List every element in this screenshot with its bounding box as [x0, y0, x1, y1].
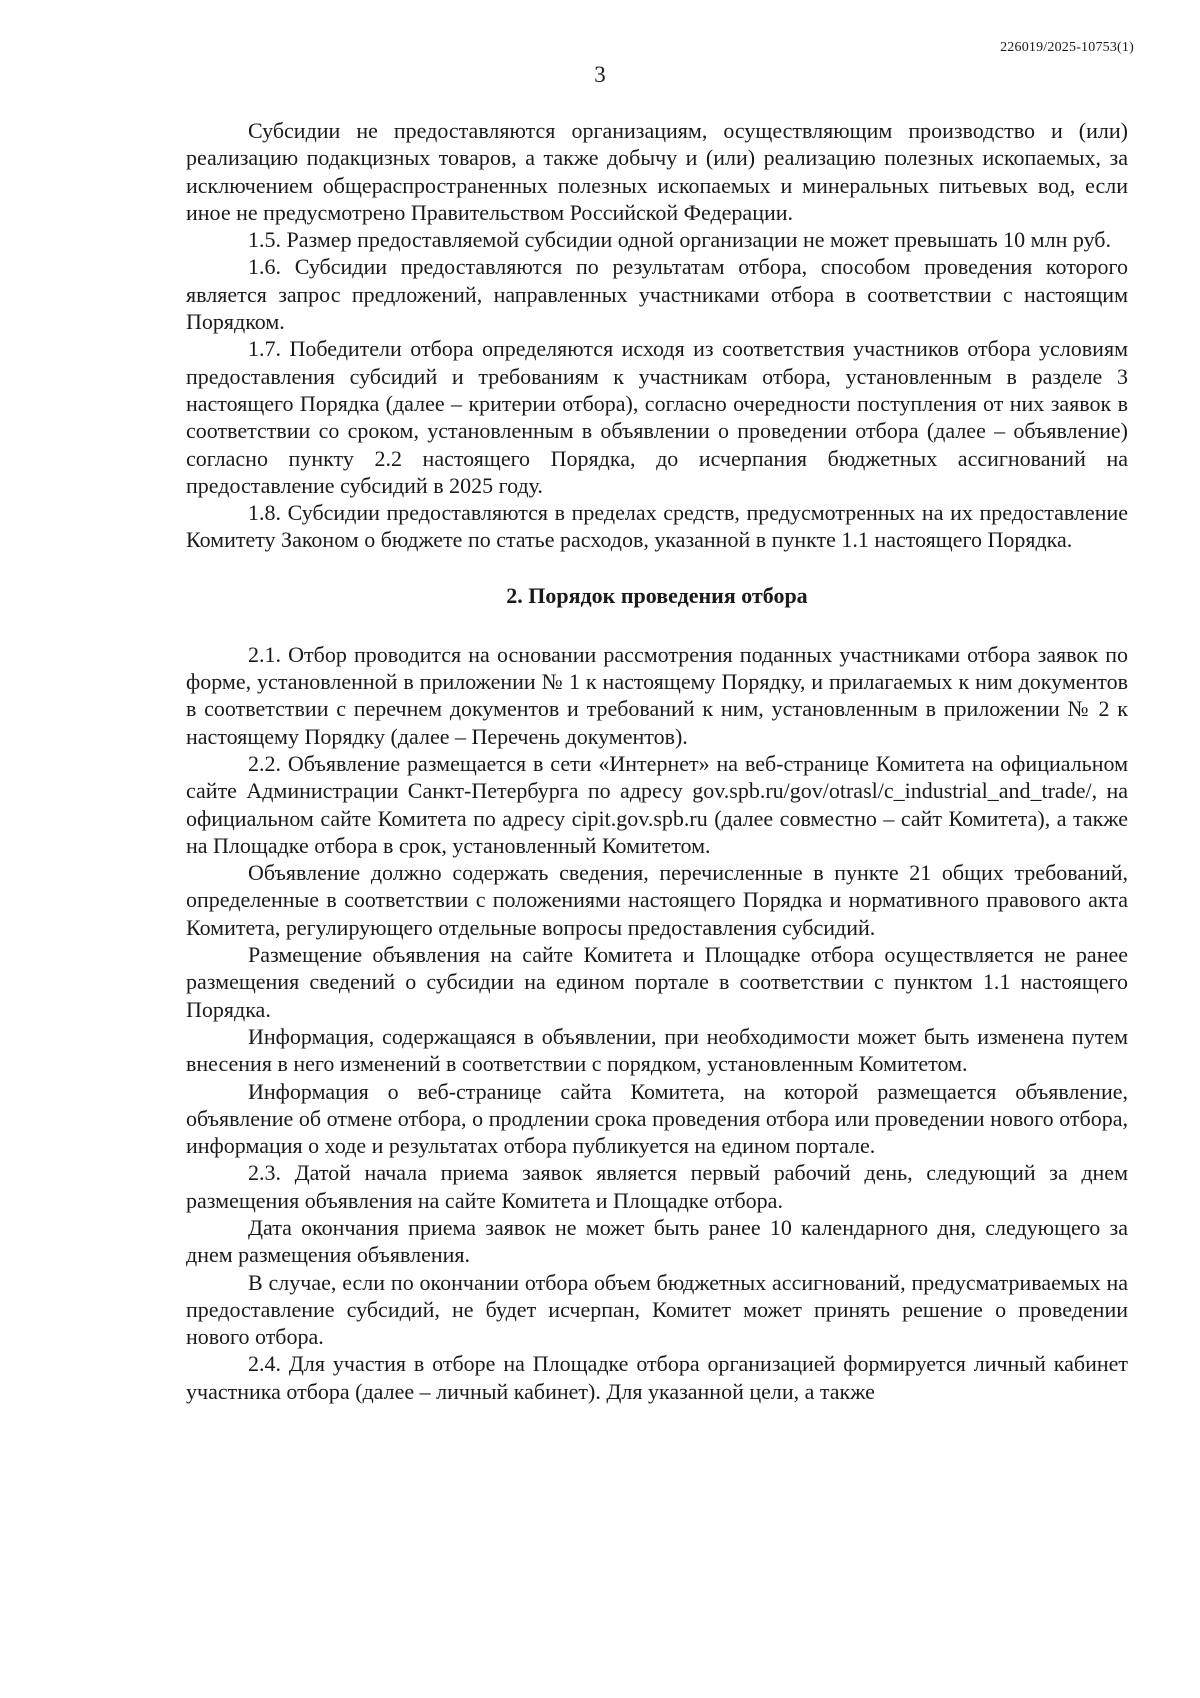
document-body [186, 117, 1128, 1405]
paragraph: Размещение объявления на сайте Комитета и Площадке отбора осуществляется не ранее размещения сведений о субсидии на едином портале в соответствии с пунктом 1.1 настоящего Порядка. [186, 942, 1128, 1022]
paragraph-2-2: 2.2. Объявление размещается в сети «Интернет» на веб-странице Комитета на официальном сайте Администрации Санкт-Петербурга по адресу gov.spb.ru/gov/otrasl/c_industrial_and_trade/, на официальном сайте Комитета по адресу cipit.gov.spb.ru (далее совместно – сайт Комитета), а также на Площадке отбора в срок, установленный Комитетом. [186, 750, 1128, 858]
paragraph-1-6: 1.6. Субсидии предоставляются по результатам отбора, способом проведения которого является запрос предложений, направленных участниками отбора в соответствии с настоящим Порядком. [186, 254, 1128, 335]
paragraph: Объявление должно содержать сведения, перечисленные в пункте 21 общих требований, определенные в соответствии с положениями настоящего Порядка и нормативного правового акта Комитета, регулирующего отдельные вопросы предоставления субсидий. [186, 860, 1128, 940]
paragraph: Субсидии не предоставляются организациям, осуществляющим производство и (или) реализацию подакцизных товаров, а также добычу и (или) реализацию полезных ископаемых, за исключением общераспространенных полезных ископаемых и минеральных питьевых вод, если иное не предусмотрено Правительством Российской Федерации. [186, 118, 1128, 225]
paragraph-2-3: 2.3. Датой начала приема заявок является первый рабочий день, следующий за днем размещения объявления на сайте Комитета и Площадке отбора. [186, 1160, 1128, 1213]
paragraph-2-4: 2.4. Для участия в отборе на Площадке отбора организацией формируется личный кабинет участника отбора (далее – личный кабинет). Для указанной цели, а также [186, 1351, 1128, 1404]
paragraph: В случае, если по окончании отбора объем бюджетных ассигнований, предусматриваемых на предоставление субсидий, не будет исчерпан, Комитет может принять решение о проведении нового отбора. [186, 1269, 1128, 1350]
paragraph: Информация о веб-странице сайта Комитета, на которой размещается объявление, объявление об отмене отбора, о продлении срока проведения отбора или проведении нового отбора, информация о ходе и результатах отбора публикуется на едином портале. [186, 1078, 1128, 1159]
paragraph: Дата окончания приема заявок не может быть ранее 10 календарного дня, следующего за днем размещения объявления. [186, 1214, 1128, 1268]
section-heading: 2. Порядок проведения отбора [506, 582, 808, 608]
paragraph-1-8: 1.8. Субсидии предоставляются в пределах средств, предусмотренных на их предоставление Комитету Законом о бюджете по статье расходов, указанной в пункте 1.1 настоящего Порядка. [186, 500, 1128, 553]
paragraph: Информация, содержащаяся в объявлении, при необходимости может быть изменена путем внесения в него изменений в соответствии с порядком, установленным Комитетом. [186, 1023, 1128, 1077]
paragraph-2-1: 2.1. Отбор проводится на основании рассмотрения поданных участниками отбора заявок по форме, установленной в приложении № 1 к настоящему Порядку, и прилагаемых к ним документов в соответствии с перечнем документов и требований к ним, установленным в приложении № 2 к настоящему Порядку (далее – Перечень документов). [186, 641, 1128, 749]
document-id: 226019/2025-10753(1) [1000, 40, 1134, 55]
paragraph-1-5: 1.5. Размер предоставляемой субсидии одной организации не может превышать 10 млн руб. [248, 227, 1111, 253]
paragraph-1-7: 1.7. Победители отбора определяются исходя из соответствия участников отбора условиям предоставления субсидий и требованиям к участникам отбора, установленным в разделе 3 настоящего Порядка (далее – критерии отбора), согласно очередности поступления от них заявок в соответствии со сроком, установленным в объявлении о проведении отбора (далее – объявление) согласно пункту 2.2 настоящего Порядка, до исчерпания бюджетных ассигнований на предоставление субсидий в 2025 году. [186, 336, 1128, 498]
page-number: 3 [594, 62, 606, 87]
